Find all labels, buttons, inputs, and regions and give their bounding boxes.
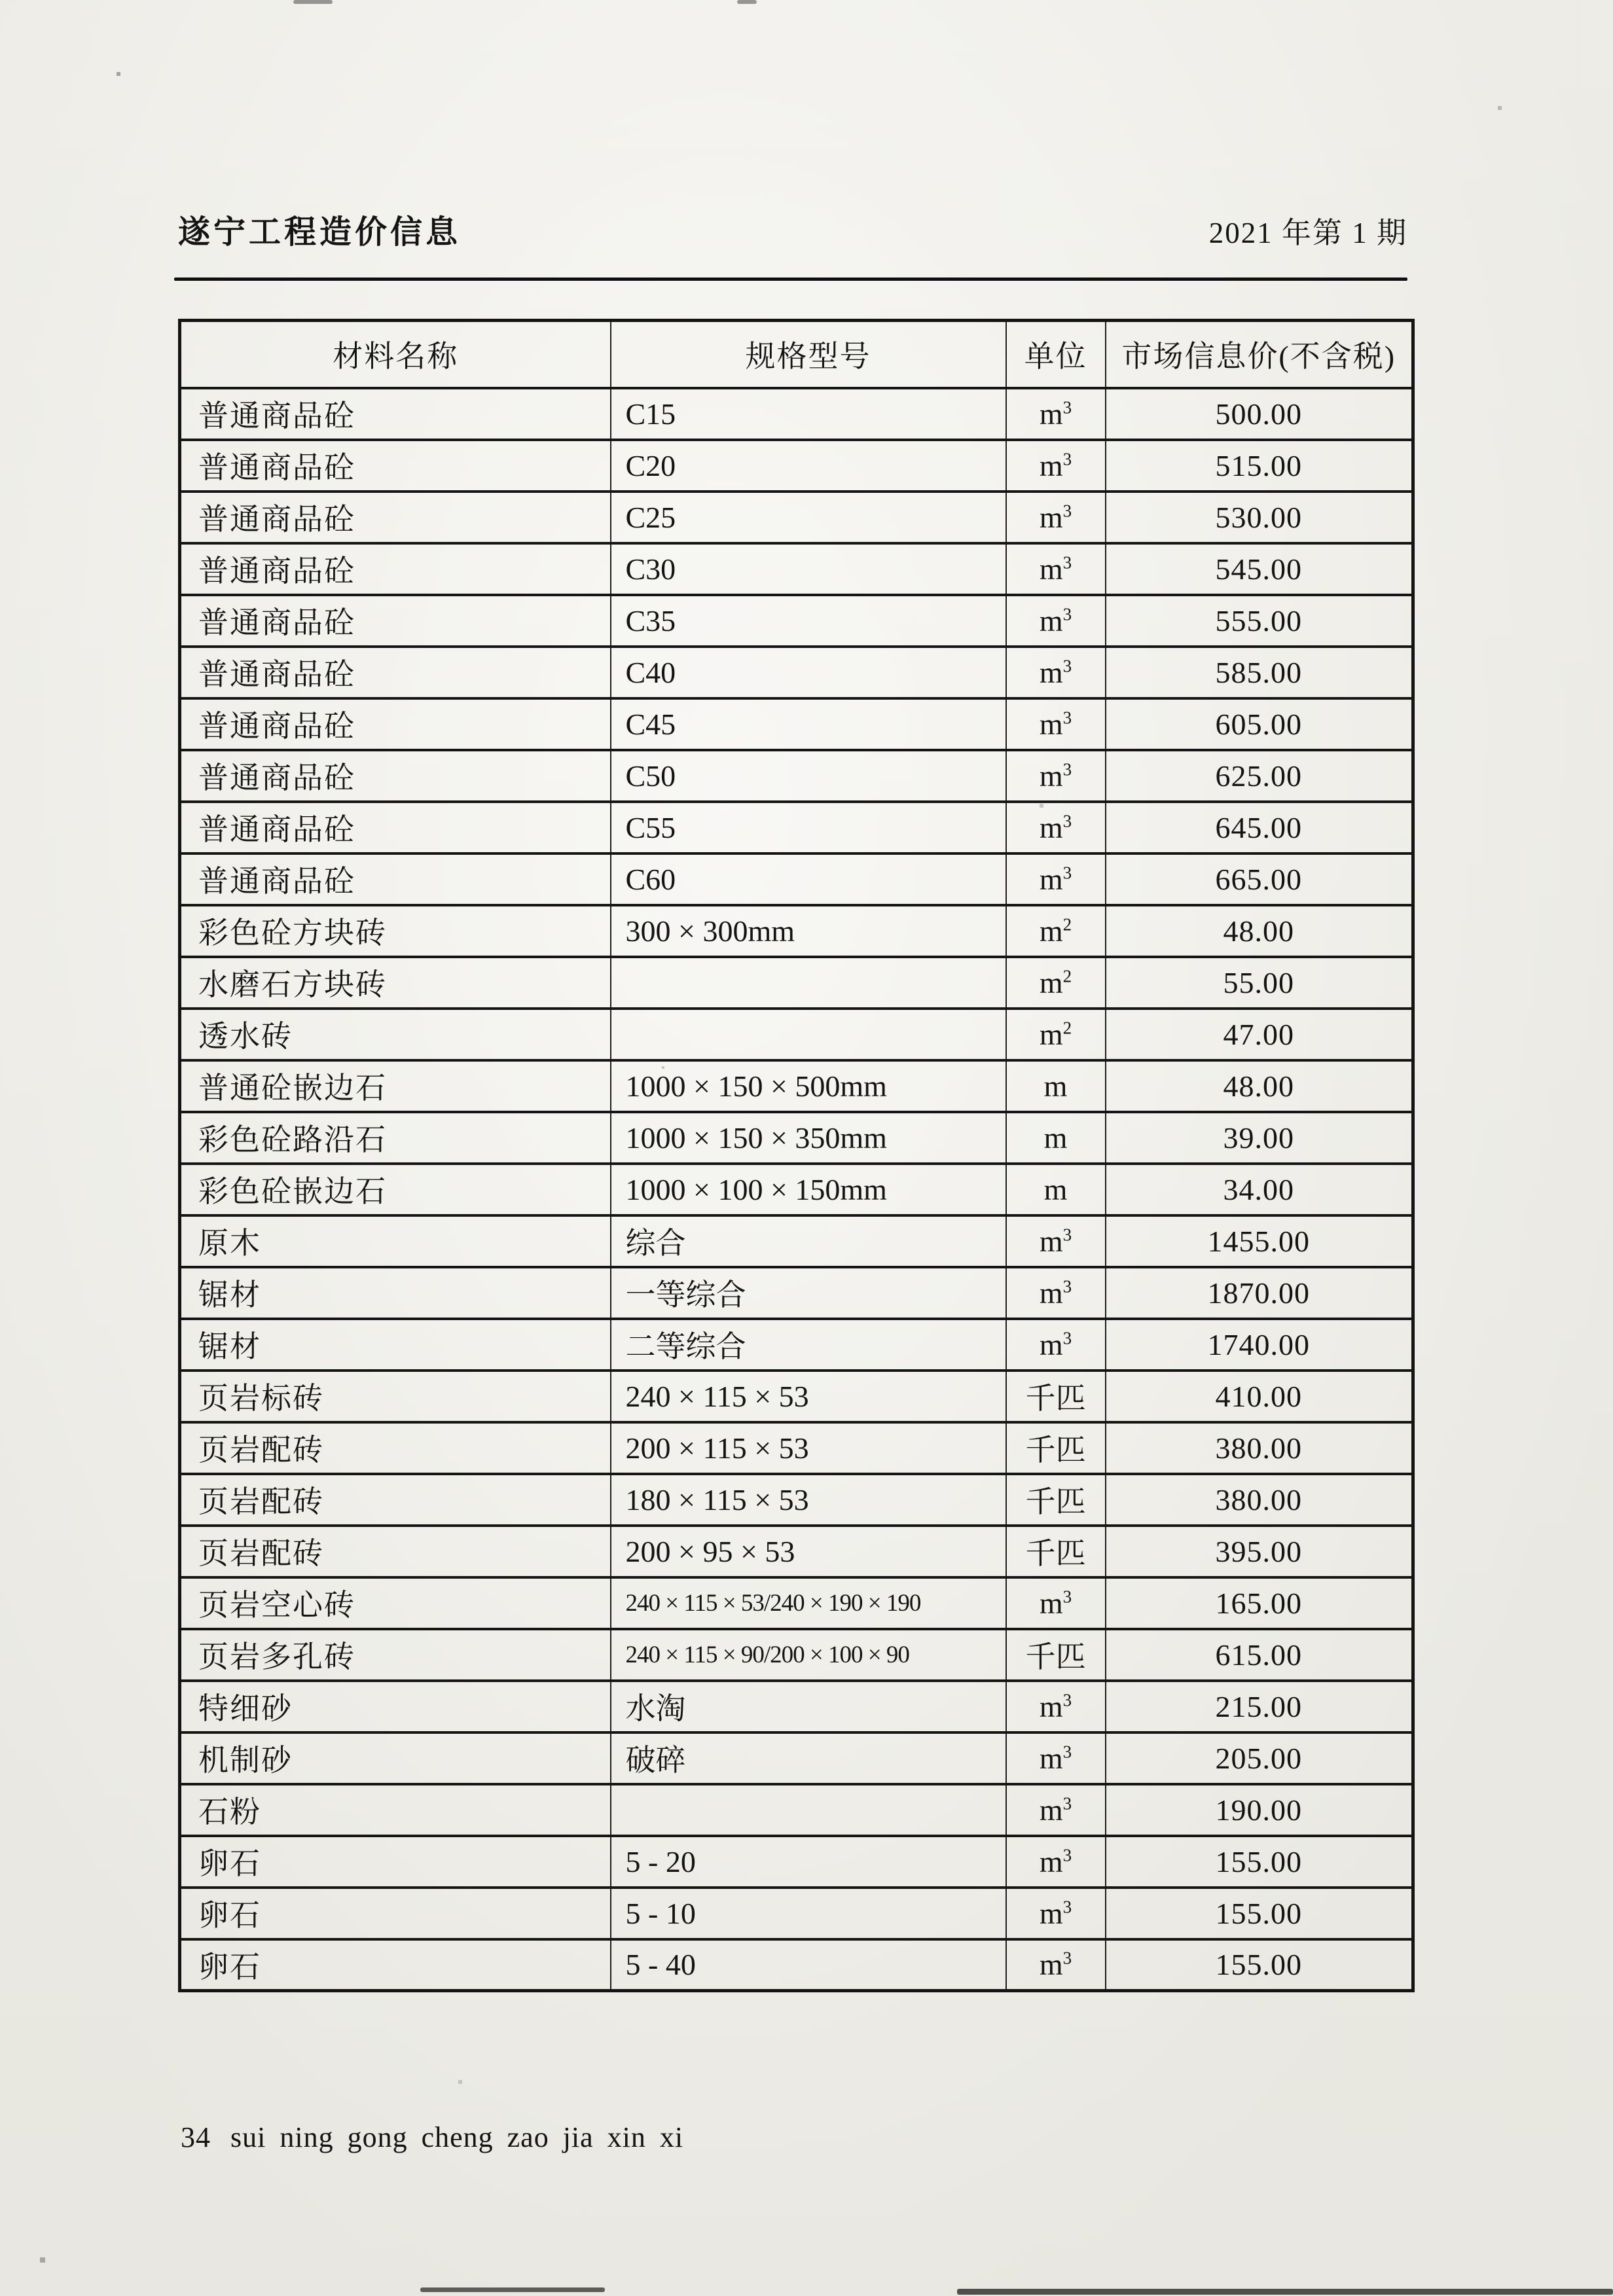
cell-unit xyxy=(1006,750,1106,802)
table-row xyxy=(180,750,1413,802)
unit-exponent: 3 xyxy=(1062,1690,1072,1710)
cell-price: 155.00 xyxy=(1106,1939,1413,1991)
unit-base: m xyxy=(1039,707,1063,741)
table-row xyxy=(180,1164,1413,1215)
unit-base: m xyxy=(1039,1224,1063,1258)
table-row xyxy=(180,492,1413,543)
cell-material-name: 普通商品砼 xyxy=(180,802,611,853)
unit-base: m xyxy=(1039,1276,1063,1310)
materials-price-table xyxy=(178,319,1415,1992)
cell-price: 1870.00 xyxy=(1106,1267,1413,1319)
table-row xyxy=(180,1577,1413,1629)
table-row xyxy=(180,1526,1413,1577)
table-row xyxy=(180,1939,1413,1991)
cell-price: 380.00 xyxy=(1106,1474,1413,1526)
cell-material-name: 普通商品砼 xyxy=(180,543,611,595)
cell-spec: C50 xyxy=(611,750,1006,802)
cell-material-name: 页岩标砖 xyxy=(180,1371,611,1422)
cell-unit xyxy=(1006,1319,1106,1371)
unit-base: m xyxy=(1039,1896,1063,1930)
cell-unit xyxy=(1006,1732,1106,1784)
table-row xyxy=(180,957,1413,1009)
table-row xyxy=(180,853,1413,905)
unit-base: m xyxy=(1039,759,1063,793)
cell-spec: 水淘 xyxy=(611,1681,1006,1732)
cell-unit xyxy=(1006,492,1106,543)
unit-exponent: 3 xyxy=(1062,552,1072,573)
unit-base: m xyxy=(1043,1121,1068,1155)
unit-base: m xyxy=(1039,1844,1063,1878)
table-row xyxy=(180,1681,1413,1732)
cell-spec: C60 xyxy=(611,853,1006,905)
table-row xyxy=(180,905,1413,957)
page-footer xyxy=(181,2121,683,2154)
cell-price: 530.00 xyxy=(1106,492,1413,543)
col-header-material-name: 材料名称 xyxy=(180,321,611,388)
cell-material-name: 彩色砼嵌边石 xyxy=(180,1164,611,1215)
cell-spec: 300 × 300mm xyxy=(611,905,1006,957)
header-divider xyxy=(174,278,1407,281)
cell-price: 500.00 xyxy=(1106,388,1413,440)
cell-material-name: 普通商品砼 xyxy=(180,647,611,698)
unit-exponent: 3 xyxy=(1062,759,1072,780)
cell-price: 215.00 xyxy=(1106,1681,1413,1732)
cell-unit xyxy=(1006,1060,1106,1112)
cell-spec: 180 × 115 × 53 xyxy=(611,1474,1006,1526)
unit-exponent: 3 xyxy=(1062,1897,1072,1917)
cell-price: 625.00 xyxy=(1106,750,1413,802)
unit-base: 千匹 xyxy=(1025,1537,1086,1570)
cell-unit xyxy=(1006,1009,1106,1060)
cell-price: 380.00 xyxy=(1106,1422,1413,1474)
unit-base: m xyxy=(1039,500,1063,534)
unit-base: m xyxy=(1039,655,1063,689)
cell-spec: C20 xyxy=(611,440,1006,492)
cell-unit xyxy=(1006,1474,1106,1526)
cell-material-name: 卵石 xyxy=(180,1939,611,1991)
cell-material-name: 透水砖 xyxy=(180,1009,611,1060)
cell-material-name: 原木 xyxy=(180,1215,611,1267)
table-row xyxy=(180,1215,1413,1267)
cell-material-name: 页岩配砖 xyxy=(180,1474,611,1526)
scan-artifact xyxy=(293,0,333,4)
scan-artifact xyxy=(957,2289,1613,2295)
table-row xyxy=(180,1267,1413,1319)
unit-base: m xyxy=(1043,1069,1068,1103)
cell-unit xyxy=(1006,1939,1106,1991)
unit-base: m xyxy=(1039,552,1063,586)
cell-spec: 5 - 40 xyxy=(611,1939,1006,1991)
cell-material-name: 普通商品砼 xyxy=(180,698,611,750)
unit-exponent: 3 xyxy=(1062,1742,1072,1762)
cell-material-name: 卵石 xyxy=(180,1888,611,1939)
cell-unit xyxy=(1006,1267,1106,1319)
table-row xyxy=(180,1836,1413,1888)
cell-unit xyxy=(1006,1888,1106,1939)
cell-spec: 200 × 95 × 53 xyxy=(611,1526,1006,1577)
cell-price: 585.00 xyxy=(1106,647,1413,698)
unit-exponent: 3 xyxy=(1062,449,1072,469)
cell-unit xyxy=(1006,1526,1106,1577)
cell-spec: 破碎 xyxy=(611,1732,1006,1784)
unit-exponent: 3 xyxy=(1062,708,1072,728)
table-row xyxy=(180,1112,1413,1164)
unit-base: m xyxy=(1039,1017,1063,1051)
unit-exponent: 3 xyxy=(1062,501,1072,521)
cell-price: 190.00 xyxy=(1106,1784,1413,1836)
cell-price: 155.00 xyxy=(1106,1888,1413,1939)
unit-exponent: 3 xyxy=(1062,863,1072,883)
cell-price: 205.00 xyxy=(1106,1732,1413,1784)
cell-spec xyxy=(611,957,1006,1009)
cell-price: 395.00 xyxy=(1106,1526,1413,1577)
cell-unit xyxy=(1006,698,1106,750)
cell-material-name: 机制砂 xyxy=(180,1732,611,1784)
scan-artifact xyxy=(0,0,1,1)
cell-unit xyxy=(1006,388,1106,440)
cell-price: 410.00 xyxy=(1106,1371,1413,1422)
cell-price: 605.00 xyxy=(1106,698,1413,750)
cell-spec: 1000 × 100 × 150mm xyxy=(611,1164,1006,1215)
cell-spec: 1000 × 150 × 350mm xyxy=(611,1112,1006,1164)
cell-unit xyxy=(1006,440,1106,492)
cell-spec: 240 × 115 × 90/200 × 100 × 90 xyxy=(611,1629,1006,1681)
cell-price: 48.00 xyxy=(1106,1060,1413,1112)
cell-spec xyxy=(611,1009,1006,1060)
table-row xyxy=(180,1474,1413,1526)
table-row xyxy=(180,1319,1413,1371)
unit-base: m xyxy=(1043,1172,1068,1206)
cell-spec: C45 xyxy=(611,698,1006,750)
page-header xyxy=(178,207,1407,253)
cell-spec: 240 × 115 × 53/240 × 190 × 190 xyxy=(611,1577,1006,1629)
unit-exponent: 2 xyxy=(1062,914,1072,935)
cell-material-name: 彩色砼方块砖 xyxy=(180,905,611,957)
unit-exponent: 3 xyxy=(1062,397,1072,418)
unit-base: m xyxy=(1039,448,1063,482)
cell-unit xyxy=(1006,1836,1106,1888)
cell-price: 34.00 xyxy=(1106,1164,1413,1215)
cell-price: 645.00 xyxy=(1106,802,1413,853)
cell-material-name: 普通商品砼 xyxy=(180,492,611,543)
unit-base: 千匹 xyxy=(1025,1433,1086,1467)
col-header-spec: 规格型号 xyxy=(611,321,1006,388)
cell-material-name: 页岩配砖 xyxy=(180,1422,611,1474)
unit-exponent: 2 xyxy=(1062,966,1072,986)
table-row xyxy=(180,698,1413,750)
unit-base: m xyxy=(1039,862,1063,896)
cell-unit xyxy=(1006,647,1106,698)
cell-price: 48.00 xyxy=(1106,905,1413,957)
unit-exponent: 3 xyxy=(1062,1587,1072,1607)
cell-material-name: 普通商品砼 xyxy=(180,388,611,440)
cell-material-name: 普通商品砼 xyxy=(180,595,611,647)
cell-spec: C30 xyxy=(611,543,1006,595)
cell-spec xyxy=(611,1784,1006,1836)
unit-base: m xyxy=(1039,1689,1063,1723)
unit-exponent: 3 xyxy=(1062,1225,1072,1245)
cell-price: 515.00 xyxy=(1106,440,1413,492)
cell-material-name: 彩色砼路沿石 xyxy=(180,1112,611,1164)
cell-spec: C55 xyxy=(611,802,1006,853)
cell-spec: 240 × 115 × 53 xyxy=(611,1371,1006,1422)
cell-price: 555.00 xyxy=(1106,595,1413,647)
cell-material-name: 石粉 xyxy=(180,1784,611,1836)
col-header-unit: 单位 xyxy=(1006,321,1106,388)
cell-material-name: 页岩配砖 xyxy=(180,1526,611,1577)
unit-exponent: 3 xyxy=(1062,656,1072,676)
unit-exponent: 3 xyxy=(1062,604,1072,624)
cell-material-name: 锯材 xyxy=(180,1319,611,1371)
unit-base: m xyxy=(1039,965,1063,999)
cell-spec: C25 xyxy=(611,492,1006,543)
journal-title: 遂宁工程造价信息 xyxy=(178,214,462,250)
table-row xyxy=(180,1422,1413,1474)
cell-price: 545.00 xyxy=(1106,543,1413,595)
cell-spec: 1000 × 150 × 500mm xyxy=(611,1060,1006,1112)
unit-exponent: 3 xyxy=(1062,1276,1072,1297)
cell-price: 155.00 xyxy=(1106,1836,1413,1888)
table-header-row xyxy=(180,321,1413,388)
cell-material-name: 页岩多孔砖 xyxy=(180,1629,611,1681)
cell-material-name: 普通商品砼 xyxy=(180,853,611,905)
cell-unit xyxy=(1006,905,1106,957)
table-row xyxy=(180,647,1413,698)
cell-material-name: 水磨石方块砖 xyxy=(180,957,611,1009)
unit-base: m xyxy=(1039,914,1063,948)
cell-spec: 200 × 115 × 53 xyxy=(611,1422,1006,1474)
cell-spec: C35 xyxy=(611,595,1006,647)
unit-base: m xyxy=(1039,603,1063,637)
unit-base: m xyxy=(1039,810,1063,844)
cell-unit xyxy=(1006,543,1106,595)
page-number: 34 xyxy=(181,2121,211,2153)
table-row xyxy=(180,543,1413,595)
scan-artifact xyxy=(737,0,757,4)
table-row xyxy=(180,1629,1413,1681)
unit-exponent: 3 xyxy=(1062,1948,1072,1968)
cell-spec: C40 xyxy=(611,647,1006,698)
cell-price: 165.00 xyxy=(1106,1577,1413,1629)
table-row xyxy=(180,1060,1413,1112)
unit-base: m xyxy=(1039,1586,1063,1620)
cell-unit xyxy=(1006,1681,1106,1732)
unit-base: 千匹 xyxy=(1025,1640,1086,1674)
cell-price: 615.00 xyxy=(1106,1629,1413,1681)
cell-unit xyxy=(1006,853,1106,905)
cell-unit xyxy=(1006,1371,1106,1422)
unit-base: m xyxy=(1039,1327,1063,1361)
cell-material-name: 卵石 xyxy=(180,1836,611,1888)
cell-spec: 二等综合 xyxy=(611,1319,1006,1371)
cell-unit xyxy=(1006,1422,1106,1474)
unit-exponent: 3 xyxy=(1062,811,1072,831)
table-row xyxy=(180,1371,1413,1422)
col-header-price: 市场信息价(不含税) xyxy=(1106,321,1413,388)
cell-unit xyxy=(1006,1577,1106,1629)
table-row xyxy=(180,388,1413,440)
table-row xyxy=(180,440,1413,492)
cell-price: 55.00 xyxy=(1106,957,1413,1009)
unit-exponent: 3 xyxy=(1062,1845,1072,1865)
cell-unit xyxy=(1006,1112,1106,1164)
unit-base: 千匹 xyxy=(1025,1485,1086,1518)
cell-spec: 综合 xyxy=(611,1215,1006,1267)
cell-price: 39.00 xyxy=(1106,1112,1413,1164)
cell-spec: 一等综合 xyxy=(611,1267,1006,1319)
table-row xyxy=(180,1888,1413,1939)
cell-spec: 5 - 10 xyxy=(611,1888,1006,1939)
unit-exponent: 2 xyxy=(1062,1018,1072,1038)
footer-pinyin: sui ning gong cheng zao jia xin xi xyxy=(230,2121,684,2153)
scan-artifact xyxy=(420,2287,605,2292)
cell-unit xyxy=(1006,595,1106,647)
table-row xyxy=(180,1784,1413,1836)
unit-base: m xyxy=(1039,1741,1063,1775)
cell-price: 1740.00 xyxy=(1106,1319,1413,1371)
cell-material-name: 特细砂 xyxy=(180,1681,611,1732)
cell-material-name: 普通商品砼 xyxy=(180,440,611,492)
cell-price: 1455.00 xyxy=(1106,1215,1413,1267)
cell-material-name: 锯材 xyxy=(180,1267,611,1319)
unit-base: m xyxy=(1039,397,1063,431)
cell-unit xyxy=(1006,802,1106,853)
table-row xyxy=(180,595,1413,647)
cell-unit xyxy=(1006,1164,1106,1215)
cell-unit xyxy=(1006,1215,1106,1267)
unit-base: m xyxy=(1039,1948,1063,1982)
cell-price: 47.00 xyxy=(1106,1009,1413,1060)
cell-spec: C15 xyxy=(611,388,1006,440)
cell-material-name: 页岩空心砖 xyxy=(180,1577,611,1629)
table-row xyxy=(180,802,1413,853)
cell-material-name: 普通砼嵌边石 xyxy=(180,1060,611,1112)
issue-label: 2021 年第 1 期 xyxy=(1208,217,1407,249)
cell-spec: 5 - 20 xyxy=(611,1836,1006,1888)
cell-price: 665.00 xyxy=(1106,853,1413,905)
unit-base: 千匹 xyxy=(1025,1382,1086,1415)
unit-base: m xyxy=(1039,1793,1063,1827)
unit-exponent: 3 xyxy=(1062,1793,1072,1814)
cell-material-name: 普通商品砼 xyxy=(180,750,611,802)
cell-unit xyxy=(1006,957,1106,1009)
unit-exponent: 3 xyxy=(1062,1328,1072,1348)
cell-unit xyxy=(1006,1629,1106,1681)
table-row xyxy=(180,1009,1413,1060)
cell-unit xyxy=(1006,1784,1106,1836)
table-row xyxy=(180,1732,1413,1784)
